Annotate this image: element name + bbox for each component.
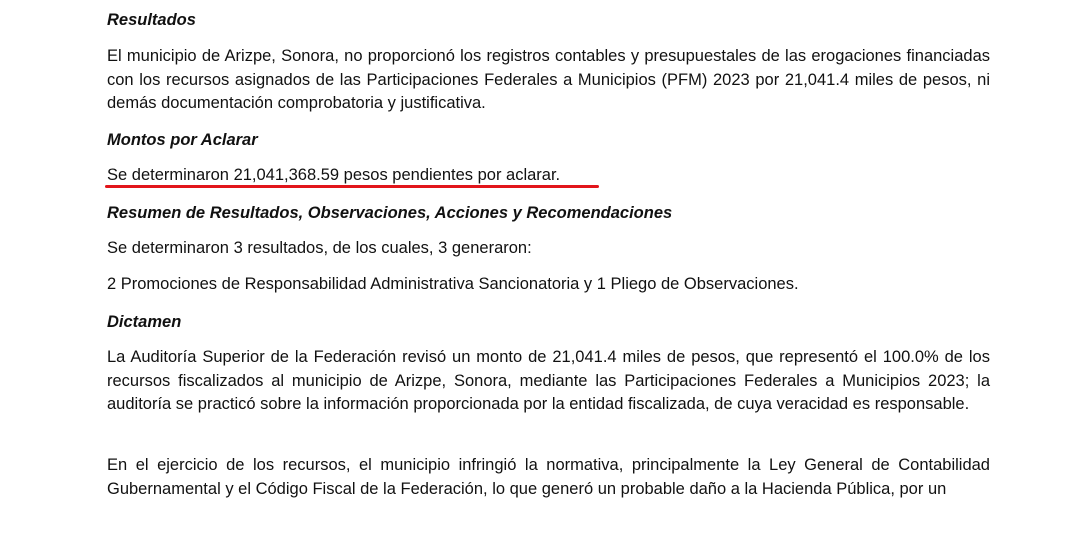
paragraph-montos: Se determinaron 21,041,368.59 pesos pendientes por aclarar. xyxy=(107,166,561,184)
heading-dictamen: Dictamen xyxy=(107,313,182,331)
heading-resultados: Resultados xyxy=(107,11,196,29)
red-underline-annotation xyxy=(105,185,599,188)
heading-resumen: Resumen de Resultados, Observaciones, Acciones y Recomendaciones xyxy=(107,204,673,222)
paragraph-dictamen-monto: La Auditoría Superior de la Federación revisó un monto de 21,041.4 miles de pesos, que representó el 100.0% de los recursos fiscalizados al municipio de Arizpe, Sonora, mediante las Participaciones Federales a Municipios 2023; la auditoría se practicó sobre la información proporcionada por la entidad fiscalizada, de cuya veracidad es responsable. xyxy=(107,348,990,413)
paragraph-resultados: El municipio de Arizpe, Sonora, no proporcionó los registros contables y presupuestales de las erogaciones financiadas con los recursos asignados de las Participaciones Federales a Municipios (PFM) 2023 por 21,041.4 miles de pesos, ni demás documentación comprobatoria y justificativa. xyxy=(107,47,990,112)
paragraph-resumen-acciones: 2 Promociones de Responsabilidad Administrativa Sancionatoria y 1 Pliego de Observaciones. xyxy=(107,275,799,293)
paragraph-resumen-resultados: Se determinaron 3 resultados, de los cuales, 3 generaron: xyxy=(107,239,532,257)
paragraph-dictamen-normativa: En el ejercicio de los recursos, el municipio infringió la normativa, principalmente la Ley General de Contabilidad Gubernamental y el Código Fiscal de la Federación, lo que generó un probable daño a la Hacienda Pública, por un xyxy=(107,456,990,498)
heading-montos-por-aclarar: Montos por Aclarar xyxy=(107,131,258,149)
